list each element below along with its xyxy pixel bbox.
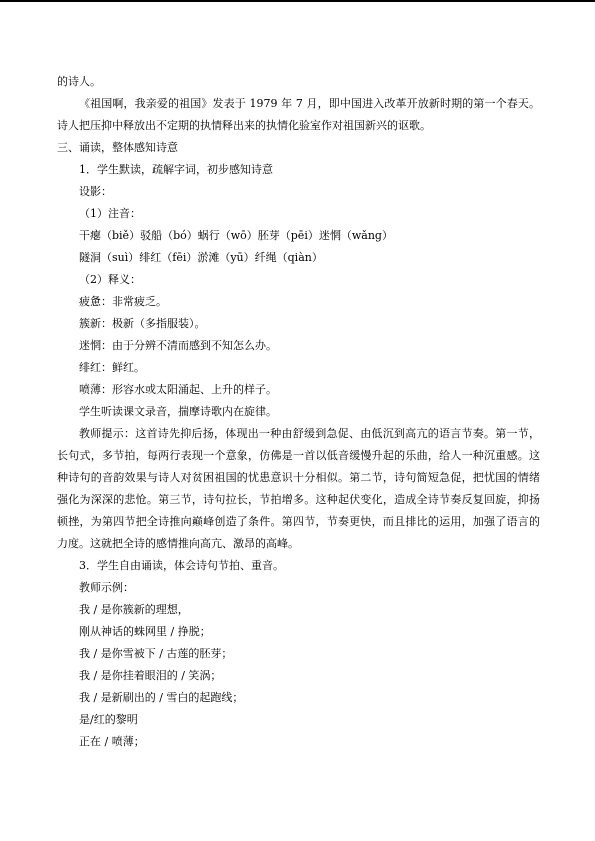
poem-line: 是/红的黎明 bbox=[79, 713, 138, 726]
paragraph-publication-note: 《祖国啊，我亲爱的祖国》发表于 1979 年 7 月，即中国进入改革开放新时期的第一个春天。诗人把压抑中释放出不定期的执情释出来的执情化验室作对祖国新兴的讴歌。 bbox=[57, 97, 540, 132]
poem-line: 刚从神话的蛛网里 / 挣脱； bbox=[79, 625, 211, 638]
poem-line: 我 / 是新刷出的 / 雪白的起跑线； bbox=[79, 691, 244, 704]
definition-heading: （2）释义： bbox=[79, 273, 141, 286]
teacher-example-label: 教师示例： bbox=[79, 581, 134, 594]
definition-item: 迷惘：由于分辨不清而感到不知怎么办。 bbox=[79, 339, 277, 352]
definition-item: 绯红：鲜红。 bbox=[79, 361, 145, 374]
poem-line: 正在 / 喷薄； bbox=[79, 735, 145, 748]
teacher-hint-paragraph: 教师提示：这首诗先抑后扬，体现出一种由舒缓到急促、由低沉到高亢的语言节奏。第一节，长句式，多节拍，每两行表现一个意象，仿佛是一首以低音缓慢升起的乐曲，给人一种沉重感。这种诗句的音韵效果与诗人对贫困祖国的忧患意识十分相似。第二节，诗句简短急促，把忧国的情绪强化为深深的悲怆。第三节，诗句拉长，节拍增多。这种起伏变化，造成全诗节奏反复回旋，抑扬顿挫，为第四节把全诗推向巅峰创造了条件。第四节，节奏更快，而且排比的运用，加强了语言的力度。这就把全诗的感情推向高亢、激昂的高峰。 bbox=[57, 427, 540, 550]
definition-item: 喷薄：形容水或太阳涌起、上升的样子。 bbox=[79, 383, 277, 396]
step-3-heading: 3．学生自由诵读，体会诗句节拍、重音。 bbox=[79, 559, 284, 572]
document-body bbox=[57, 71, 540, 753]
slide-label: 设影： bbox=[79, 185, 112, 198]
poem-line: 我 / 是你簇新的理想， bbox=[79, 603, 189, 616]
section-heading-3: 三、诵读，整体感知诗意 bbox=[57, 141, 178, 154]
listening-instruction: 学生听读课文录音，揣摩诗歌内在旋律。 bbox=[79, 405, 277, 418]
pronunciation-line-1: 干瘪（biě）驳船（bó）蜗行（wō）胚芽（pēi）迷惘（wǎng） bbox=[79, 229, 393, 242]
definition-item: 疲惫：非常疲乏。 bbox=[79, 295, 167, 308]
paragraph-intro-tail: 的诗人。 bbox=[57, 75, 101, 88]
poem-line: 我 / 是你雪被下 / 古莲的胚芽； bbox=[79, 647, 233, 660]
step-1-heading: 1．学生默读，疏解字词，初步感知诗意 bbox=[79, 163, 273, 176]
poem-line: 我 / 是你挂着眼泪的 / 笑涡； bbox=[79, 669, 222, 682]
pronunciation-line-2: 隧洞（suì）绯红（fēi）淤滩（yū）纤绳（qiàn） bbox=[79, 251, 323, 264]
top-border-line bbox=[0, 0, 595, 2]
definition-item: 簇新：极新（多指服装）。 bbox=[79, 317, 206, 330]
pronunciation-heading: （1）注音： bbox=[79, 207, 141, 220]
